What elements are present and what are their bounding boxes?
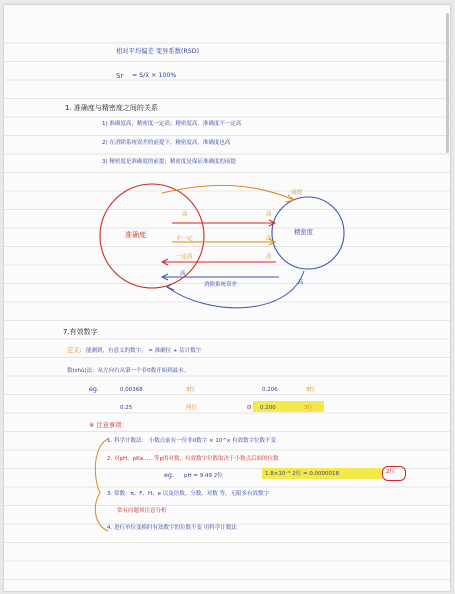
note3-continuation: 常有问题须注意分析 [117, 508, 167, 514]
notes-page [4, 5, 450, 591]
note2-stamp: 2位 [386, 469, 395, 475]
note1-text: 1. 科学计数法： 小数点前有一位非0数字 × 10^x 有效数字位数不变 [107, 438, 276, 444]
counting-rule: 数(shǔ)法：从左向右从第一个非0数开始到最末。 [67, 368, 190, 374]
arrow-low-left-label: 一定高 [176, 254, 193, 260]
outer-arrow-label: 前提 [291, 190, 303, 196]
example-label: eg. [89, 386, 99, 393]
precision-circle-label: 精密度 [294, 229, 313, 236]
accuracy-circle-label: 准确度 [125, 231, 146, 239]
bottom-arrow-label: 消除系统误差 [204, 282, 238, 288]
top-note-line: 相对平均偏差 变异系数(RSD) [116, 48, 200, 55]
note2-example: pH = 9.49 2位 [184, 473, 223, 479]
example2-digits: 3位 [306, 387, 315, 393]
arrow-mid-right-label: 高 [266, 236, 272, 242]
arrow-low-right-label: 高 [266, 254, 272, 260]
arrow-top-left-label: 高 [182, 212, 188, 218]
example2-value: 0.206 [262, 387, 278, 393]
example4-digits: 3位 [304, 405, 313, 411]
arrow-mid-left-label: 不一定 [176, 236, 193, 242]
formula-rhs: = S/x̄ × 100% [132, 72, 177, 79]
note2-sci-example: 1.8×10⁻⁶ 2位 = 0.0000018 [265, 471, 340, 477]
example3-digits: 两位 [186, 405, 198, 411]
note3-text: 3. 常数：π、F、H、e 以及倍数、分数、对数 等，无限多有效数字 [107, 491, 269, 497]
example4-marker-icon: Ø [247, 405, 252, 411]
note2-text: 2. 对pH、pKa……等p的对数，有效数字位数取决于小数点后面的位数 [107, 456, 279, 462]
example4-value: 0.200 [260, 405, 276, 411]
note4-text: 4. 进行单位变换时有效数字的位数不变 用科学计数法 [107, 525, 237, 531]
note2-example-label: eg. [164, 472, 174, 479]
example1-value: 0.00368 [120, 387, 143, 393]
arrow-bottom-left-label: 高 [180, 271, 186, 277]
formula-lhs: Sr [116, 72, 124, 80]
section1-item2: 2) 在消除系统误差的前提下，精密度高，准确度也高 [102, 140, 231, 146]
definition-text: 能测到，有意义的数字。 = 准确位 + 估计数字 [86, 348, 202, 354]
arrow-top-right-label: 高 [266, 212, 272, 218]
section1-heading: 1. 准确度与精密度之间的关系 [65, 104, 158, 112]
section2-heading: 7.有效数字 [63, 328, 98, 336]
notes-bracket [4, 5, 450, 591]
arrow-bottom-right-label: 高 [298, 280, 304, 286]
notes-heading: ※ 注意事项： [89, 422, 128, 429]
definition-label: 定义: [67, 347, 82, 354]
section1-item3: 3) 精密度是准确度的前提；精密度是保证准确度的前提 [102, 159, 236, 165]
example3-value: 0.25 [120, 405, 133, 411]
example1-digits: 3位 [186, 387, 195, 393]
section1-item1: 1) 准确度高，精密度一定高；精密度高，准确度不一定高 [102, 121, 242, 127]
